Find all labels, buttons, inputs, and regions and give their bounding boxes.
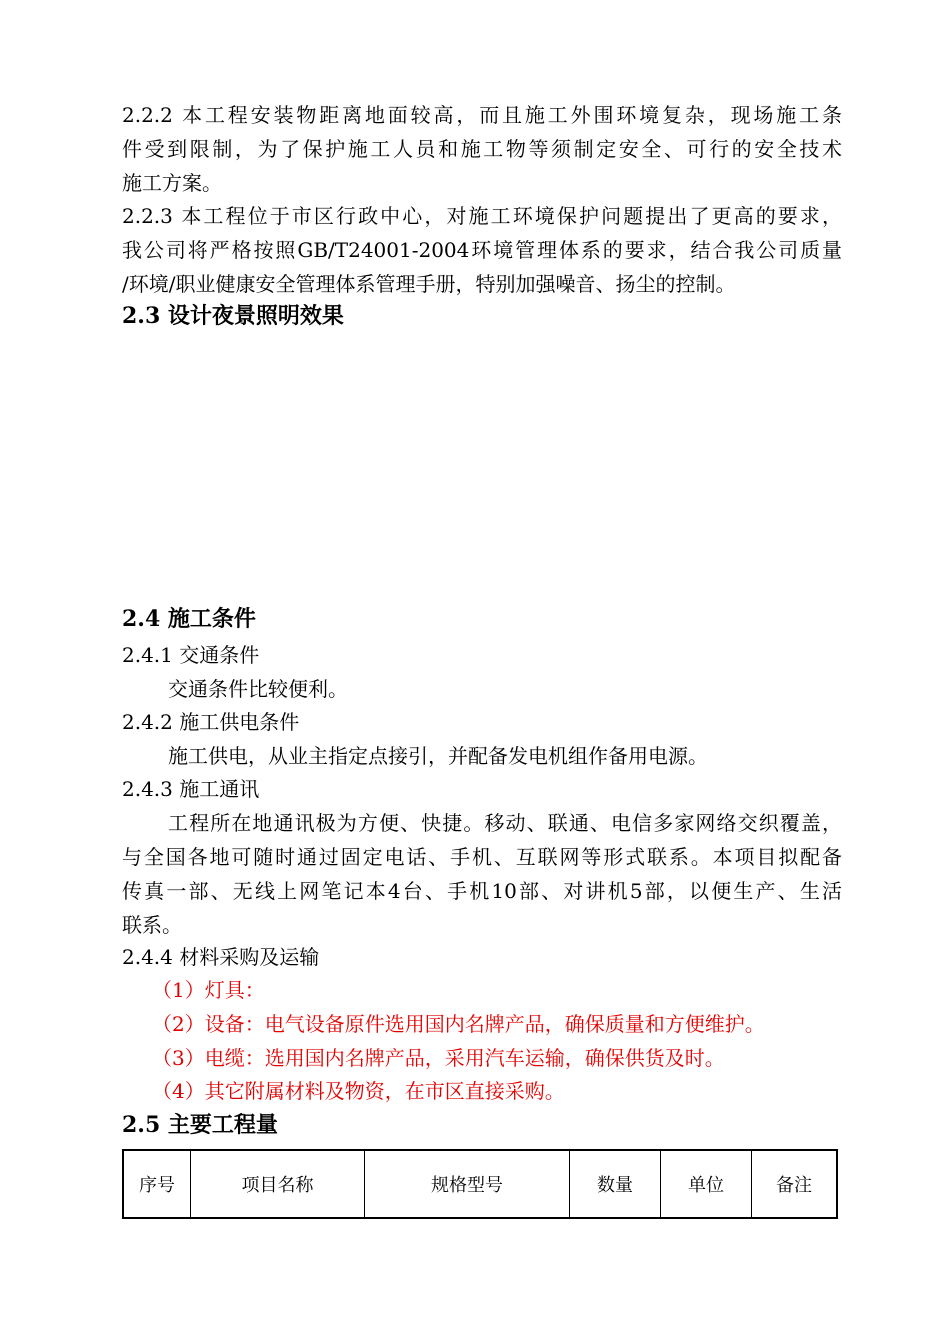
table-header-cell: 项目名称 [191, 1150, 365, 1218]
text-line: 传真一部、无线上网笔记本4台、手机10部、对讲机5部，以便生产、生活 [122, 879, 842, 903]
table-header-cell: 规格型号 [365, 1150, 570, 1218]
table-header-cell: 数量 [570, 1150, 661, 1218]
table-header-cell: 备注 [752, 1150, 838, 1218]
text-line: 2.2.3 本工程位于市区行政中心，对施工环境保护问题提出了更高的要求， [122, 204, 842, 228]
body-2-4-2: 施工供电，从业主指定点接引，并配备发电机组作备用电源。 [168, 744, 708, 768]
heading-2-5: 2.5 主要工程量 [122, 1112, 278, 1138]
list-item: （4）其它附属材料及物资，在市区直接采购。 [152, 1079, 565, 1103]
subheading-2-4-3: 2.4.3 施工通讯 [122, 777, 260, 801]
paragraph-2-2-3 [122, 199, 842, 301]
text-line: 施工方案。 [122, 171, 222, 195]
quantity-table [122, 1149, 838, 1219]
list-item: （3）电缆：选用国内名牌产品，采用汽车运输，确保供货及时。 [152, 1046, 725, 1070]
table-header-cell: 单位 [661, 1150, 752, 1218]
text-line: 我公司将严格按照GB/T24001-2004环境管理体系的要求，结合我公司质量 [122, 238, 842, 262]
list-item: （2）设备：电气设备原件选用国内名牌产品，确保质量和方便维护。 [152, 1012, 765, 1036]
text-line: 联系。 [122, 913, 182, 937]
heading-2-3: 2.3 设计夜景照明效果 [122, 303, 344, 329]
table-header-row [123, 1150, 837, 1218]
subheading-2-4-1: 2.4.1 交通条件 [122, 643, 260, 667]
subheading-2-4-2: 2.4.2 施工供电条件 [122, 710, 300, 734]
table-header-cell: 序号 [123, 1150, 191, 1218]
body-2-4-1: 交通条件比较便利。 [168, 677, 348, 701]
body-2-4-3 [122, 806, 842, 942]
text-line: 工程所在地通讯极为方便、快捷。移动、联通、电信多家网络交织覆盖， [168, 811, 842, 835]
text-line: /环境/职业健康安全管理体系管理手册，特别加强噪音、扬尘的控制。 [122, 272, 736, 296]
heading-2-4: 2.4 施工条件 [122, 606, 256, 632]
subheading-2-4-4: 2.4.4 材料采购及运输 [122, 945, 320, 969]
text-line: 2.2.2 本工程安装物距离地面较高，而且施工外围环境复杂，现场施工条 [122, 103, 842, 127]
text-line: 与全国各地可随时通过固定电话、手机、互联网等形式联系。本项目拟配备 [122, 845, 842, 869]
list-item: （1）灯具： [152, 978, 265, 1002]
text-line: 件受到限制，为了保护施工人员和施工物等须制定安全、可行的安全技术 [122, 137, 842, 161]
paragraph-2-2-2 [122, 98, 842, 200]
